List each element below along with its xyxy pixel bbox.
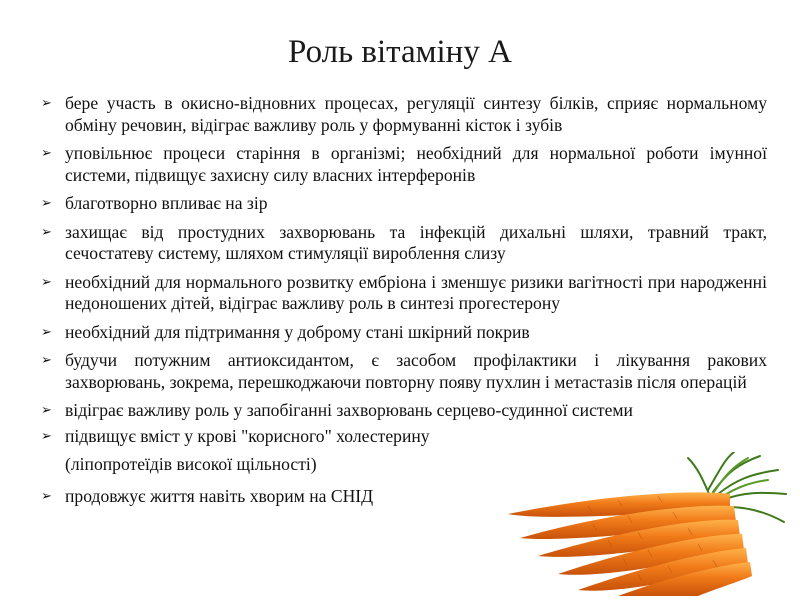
arrow-bullet-icon: ➢ (41, 224, 52, 240)
bullet-text: (ліпопротеїдів високої щільності) (65, 454, 317, 474)
bullet-item (40, 93, 767, 136)
bullet-item (40, 486, 465, 508)
bullet-item (40, 193, 767, 215)
bullet-text: продовжує життя навіть хворим на СНІД (65, 485, 374, 506)
arrow-bullet-icon: ➢ (41, 274, 52, 290)
arrow-bullet-icon: ➢ (41, 488, 52, 504)
arrow-bullet-icon: ➢ (41, 428, 52, 444)
slide-title: Роль вітаміну А (288, 34, 512, 70)
bullet-item (40, 426, 465, 448)
bullet-item (40, 350, 767, 393)
bullet-item (40, 222, 767, 265)
bullet-text: захищає від простудних захворювань та інфекцій дихальні шляхи, травний тракт, сечостатеву систему, шляхом стимуляції вироблення слизу (65, 221, 767, 263)
carrots-image (498, 452, 788, 597)
bullet-item (40, 400, 767, 422)
carrot-roots (508, 492, 752, 596)
bullet-continuation (40, 454, 465, 476)
bullet-text: уповільнює процеси старіння в організмі; необхідний для нормальної роботи імунної системи, підвищує захисну силу власних інтерферонів (65, 143, 767, 185)
bullet-list (40, 93, 767, 514)
arrow-bullet-icon: ➢ (41, 96, 52, 111)
bullet-text: будучи потужним антиоксидантом, є засобом профілактики і лікування ракових захворювань, зокрема, перешкоджаючи повторну появу пухлин і метастазів після операцій (65, 350, 767, 392)
arrow-bullet-icon: ➢ (41, 196, 52, 211)
arrow-bullet-icon: ➢ (41, 403, 52, 418)
arrow-bullet-icon: ➢ (41, 353, 52, 368)
arrow-bullet-icon: ➢ (41, 146, 52, 161)
bullet-item (40, 322, 767, 344)
bullet-item (40, 272, 767, 315)
bullet-text: необхідний для нормального розвитку ембріона і зменшує ризики вагітності при народженні недоношених дітей, відіграє важливу роль в синтезі прогестерону (65, 271, 767, 313)
arrow-bullet-icon: ➢ (41, 324, 52, 340)
bullet-text: відіграє важливу роль у запобіганні захворювань серцево-судинної системи (65, 400, 633, 420)
bullet-text: необхідний для підтримання у доброму стані шкірний покрив (65, 321, 530, 342)
bullet-item (40, 143, 767, 186)
bullet-text: підвищує вміст у крові "корисного" холестерину (65, 425, 430, 446)
bullet-text: бере участь в окисно-відновних процесах, регуляції синтезу білків, сприяє нормальному обміну речовин, відіграє важливу роль у формуванні кісток і зубів (65, 93, 767, 135)
bullet-text: благотворно впливає на зір (65, 193, 268, 213)
